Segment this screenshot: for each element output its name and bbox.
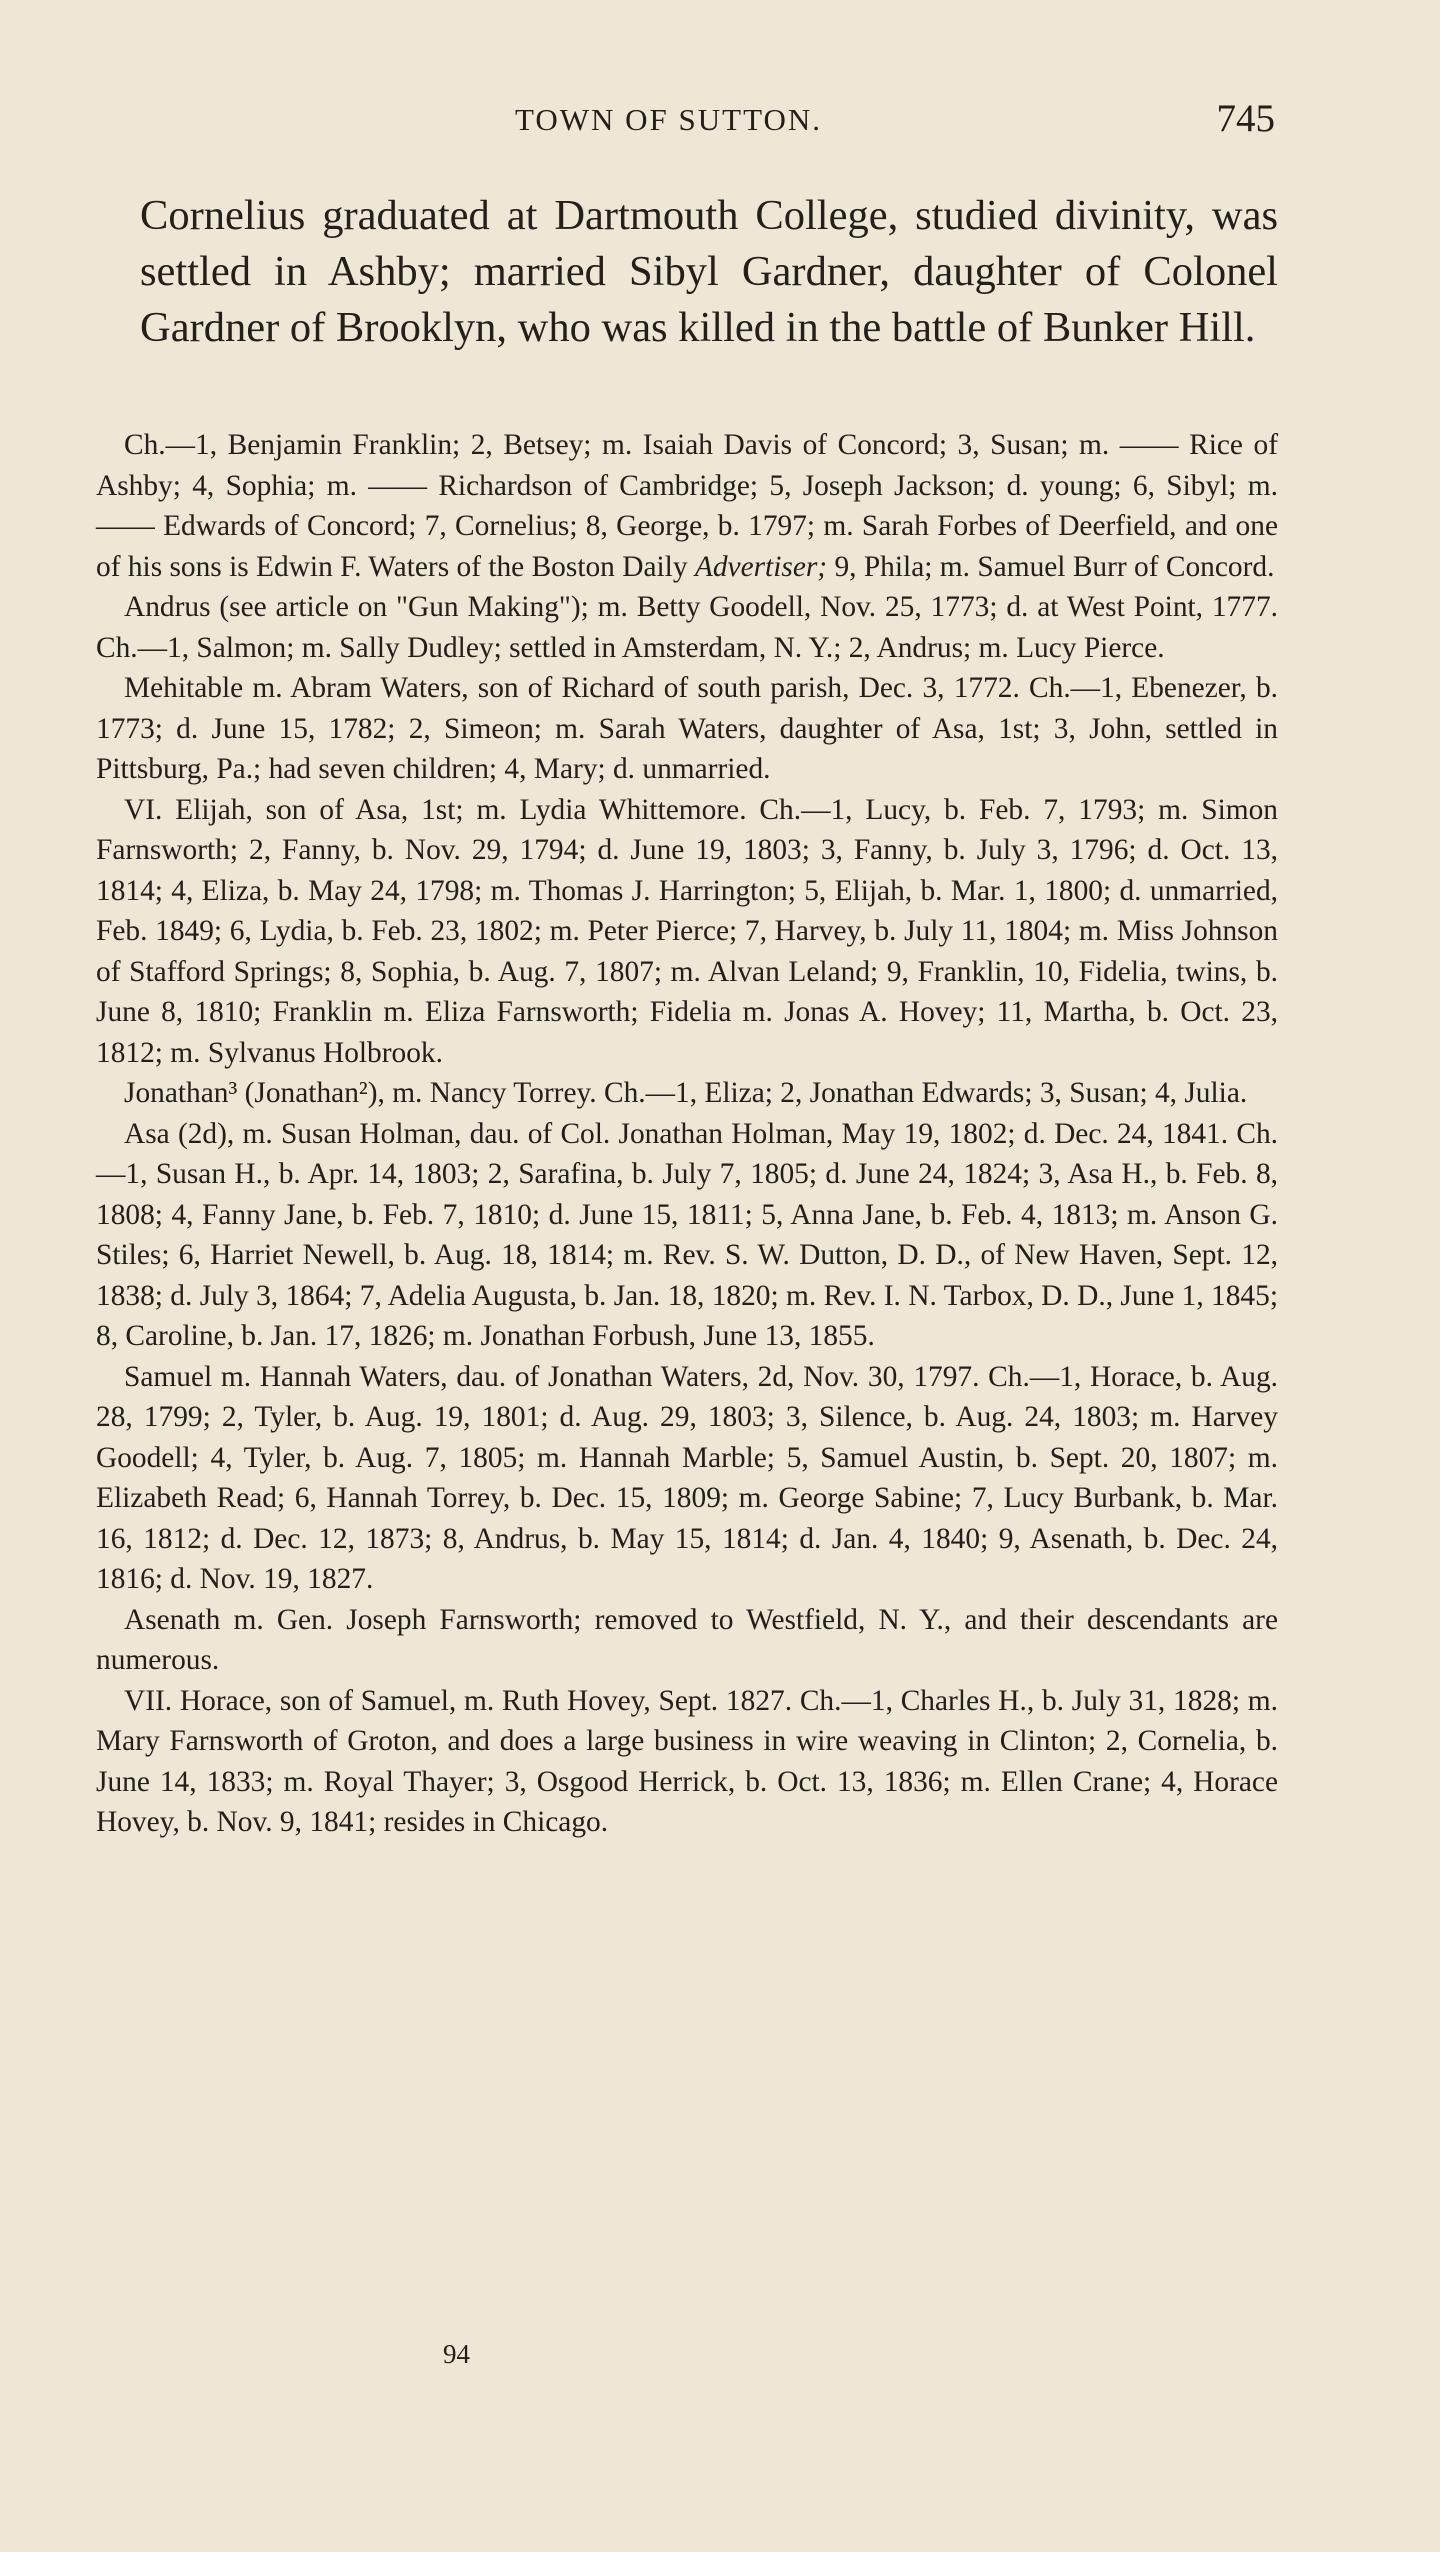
entry-asa-2d: Asa (2d), m. Susan Holman, dau. of Col. Jonathan Holman, May 19, 1802; d. Dec. 24, 1841. Ch.—1, Susan H., b. Apr. 14, 1803; 2, Sarafina, b. July 7, 1805; d. June 24, 1824; 3, Asa H., b. Feb. 8, 1808; 4, Fanny Jane, b. Feb. 7, 1810; d. June 15, 1811; 5, Anna Jane, b. Feb. 4, 1813; m. Anson G. Stiles; 6, Harriet Newell, b. Aug. 18, 1814; m. Rev. S. W. Dutton, D. D., of New Haven, Sept. 12, 1838; d. July 3, 1864; 7, Adelia Augusta, b. Jan. 18, 1820; m. Rev. I. N. Tarbox, D. D., June 1, 1845; 8, Caroline, b. Jan. 17, 1826; m. Jonathan Forbush, June 13, 1855.	[96, 1117, 1278, 1352]
entry-andrus: Andrus (see article on "Gun Making"); m. Betty Goodell, Nov. 25, 1773; d. at West Point, 1777. Ch.—1, Salmon; m. Sally Dudley; settled in Amsterdam, N. Y.; 2, Andrus; m. Lucy Pierce.	[96, 591, 1278, 664]
entry-mehitable: Mehitable m. Abram Waters, son of Richard of south parish, Dec. 3, 1772. Ch.—1, Ebenezer, b. 1773; d. June 15, 1782; 2, Simeon; m. Sarah Waters, daughter of Asa, 1st; 3, John, settled in Pittsburg, Pa.; had seven children; 4, Mary; d. unmarried.	[96, 672, 1278, 785]
entry-asenath: Asenath m. Gen. Joseph Farnsworth; removed to Westfield, N. Y., and their descendants are numerous.	[96, 1603, 1278, 1676]
entry-text: 9, Phila; m. Samuel Burr of Concord.	[827, 550, 1275, 583]
newspaper-title: Advertiser;	[694, 550, 828, 583]
entry-children-of-cornelius	[96, 425, 1278, 587]
entry-samuel: Samuel m. Hannah Waters, dau. of Jonathan Waters, 2d, Nov. 30, 1797. Ch.—1, Horace, b. Aug. 28, 1799; 2, Tyler, b. Aug. 19, 1801; d. Aug. 29, 1803; 3, Silence, b. Aug. 24, 1803; m. Harvey Goodell; 4, Tyler, b. Aug. 7, 1805; m. Hannah Marble; 5, Samuel Austin, b. Sept. 20, 1807; m. Elizabeth Read; 6, Hannah Torrey, b. Dec. 15, 1809; m. George Sabine; 7, Lucy Burbank, b. Mar. 16, 1812; d. Dec. 12, 1873; 8, Andrus, b. May 15, 1814; d. Jan. 4, 1840; 9, Asenath, b. Dec. 24, 1816; d. Nov. 19, 1827.	[96, 1360, 1278, 1595]
signature-mark: 94	[443, 2339, 470, 2369]
genealogy-entries	[96, 425, 1278, 1843]
entry-jonathan: Jonathan³ (Jonathan²), m. Nancy Torrey. Ch.—1, Eliza; 2, Jonathan Edwards; 3, Susan; 4, Julia.	[124, 1077, 1248, 1109]
lead-paragraph: Cornelius graduated at Dartmouth College, studied divinity, was settled in Ashby; married Sibyl Gardner, daughter of Colonel Gardner of Brooklyn, who was killed in the battle of Bunker Hill.	[140, 192, 1278, 351]
page-header	[0, 96, 1440, 156]
entry-horace: VII. Horace, son of Samuel, m. Ruth Hovey, Sept. 1827. Ch.—1, Charles H., b. July 31, 1828; m. Mary Farnsworth of Groton, and does a large business in wire weaving in Clinton; 2, Cornelia, b. June 14, 1833; m. Royal Thayer; 3, Osgood Herrick, b. Oct. 13, 1836; m. Ellen Crane; 4, Horace Hovey, b. Nov. 9, 1841; resides in Chicago.	[96, 1684, 1278, 1838]
entry-elijah: VI. Elijah, son of Asa, 1st; m. Lydia Whittemore. Ch.—1, Lucy, b. Feb. 7, 1793; m. Simon Farnsworth; 2, Fanny, b. Nov. 29, 1794; d. June 19, 1803; 3, Fanny, b. July 3, 1796; d. Oct. 13, 1814; 4, Eliza, b. May 24, 1798; m. Thomas J. Harrington; 5, Elijah, b. Mar. 1, 1800; d. unmarried, Feb. 1849; 6, Lydia, b. Feb. 23, 1802; m. Peter Pierce; 7, Harvey, b. July 11, 1804; m. Miss Johnson of Stafford Springs; 8, Sophia, b. Aug. 7, 1807; m. Alvan Leland; 9, Franklin, 10, Fidelia, twins, b. June 8, 1810; Franklin m. Eliza Farnsworth; Fidelia m. Jonas A. Hovey; 11, Martha, b. Oct. 23, 1812; m. Sylvanus Holbrook.	[96, 793, 1278, 1069]
running-head: TOWN OF SUTTON.	[515, 102, 823, 137]
page-number: 745	[1216, 97, 1275, 140]
entry-text: Ch.—1, Benjamin Franklin; 2, Betsey; m. Isaiah Davis of Concord; 3, Susan; m. —— Rice of Ashby; 4, Sophia; m. —— Richardson of Cambridge; 5, Joseph Jackson; d. young; 6, Sibyl; m. —— Edwards of Concord; 7, Cornelius; 8, George, b. 1797; m. Sarah Forbes of Deerfield, and one of his sons is Edwin F. Waters of the Boston Daily	[96, 429, 1278, 583]
